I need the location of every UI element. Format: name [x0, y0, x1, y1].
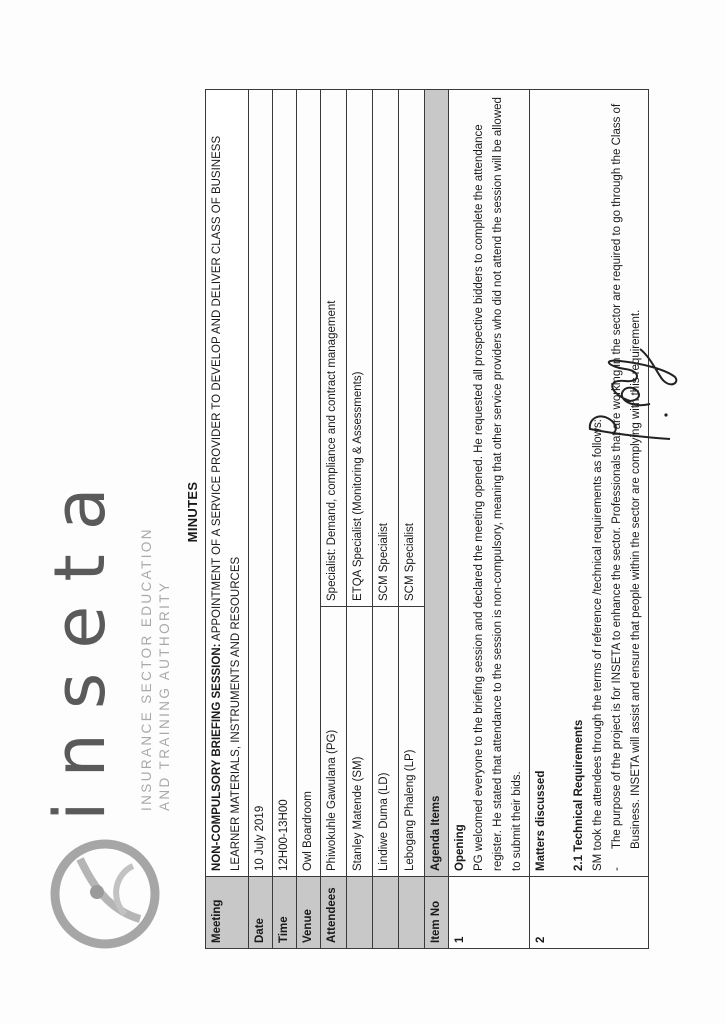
- item-number: 1: [449, 877, 530, 949]
- date-value: 10 July 2019: [249, 90, 273, 877]
- agenda-item-content: [530, 90, 649, 877]
- meeting-value: [206, 90, 249, 877]
- attendee-name: Phiwokuhle Gawulana (PG): [321, 607, 347, 877]
- item-intro: SM took the attendees through the terms of reference /technical requirements as follows:: [592, 419, 604, 871]
- agenda-item-row: [449, 90, 530, 949]
- agenda-header-row: [425, 90, 449, 949]
- logo-tagline-line2: AND TRAINING AUTHORITY: [157, 580, 172, 811]
- bullet-dash: -: [611, 867, 623, 871]
- attendee-row: [373, 90, 399, 949]
- item-no-header: Item No: [425, 877, 449, 949]
- time-label: Time: [273, 877, 297, 949]
- meeting-label: Meeting: [206, 877, 249, 949]
- item-heading: Opening: [454, 824, 466, 871]
- inseta-logo: [39, 434, 172, 954]
- minutes-table: [205, 89, 649, 949]
- attendees-label: Attendees: [321, 877, 347, 949]
- logo-tagline-line1: INSURANCE SECTOR EDUCATION: [139, 527, 154, 811]
- agenda-item-row: [530, 90, 649, 949]
- logo-wordmark: inseta: [39, 463, 121, 821]
- item-heading: Matters discussed: [535, 770, 547, 871]
- date-label: Date: [249, 877, 273, 949]
- attendee-role: Specialist: Demand, compliance and contract management: [321, 90, 347, 607]
- attendees-label-blank: [399, 877, 425, 949]
- venue-label: Venue: [297, 877, 321, 949]
- venue-row: [297, 90, 321, 949]
- meeting-value-bold: NON-COMPULSORY BRIEFING SESSION:: [211, 643, 223, 871]
- time-value: 12H00-13H00: [273, 90, 297, 877]
- meeting-value-rest: APPOINTMENT OF A SERVICE PROVIDER TO DEVELOP AND DELIVER CLASS OF BUSINESS LEARNER MATERIALS, INSTRUMENTS AND RESOURCES: [211, 135, 242, 871]
- document-title: MINUTES: [185, 481, 200, 543]
- attendee-row: [347, 90, 373, 949]
- handwritten-signature: [570, 339, 690, 459]
- item-text: PG welcomed everyone to the briefing session and declared the meeting opened. He requested all prospective bidders to complete the attendance register. He stated that attendance to the session is non-compulsory, meaning that other service providers who did not attend the session will be allowed to submit their bids.: [473, 97, 523, 871]
- attendee-role: SCM Specialist: [399, 90, 425, 607]
- item-number: 2: [530, 877, 649, 949]
- attendee-role: SCM Specialist: [373, 90, 399, 607]
- attendees-label-blank: [373, 877, 399, 949]
- attendee-row: [399, 90, 425, 949]
- agenda-items-header: Agenda Items: [425, 90, 449, 877]
- attendee-role: ETQA Specialist (Monitoring & Assessments): [347, 90, 373, 607]
- attendee-name: Stanley Matende (SM): [347, 607, 373, 877]
- venue-value: Owl Boardroom: [297, 90, 321, 877]
- attendees-label-blank: [347, 877, 373, 949]
- attendee-name: Lindiwe Duma (LD): [373, 607, 399, 877]
- date-row: [249, 90, 273, 949]
- attendee-row: [321, 90, 347, 949]
- attendee-name: Lebogang Phaleng (LP): [399, 607, 425, 877]
- inseta-emblem-icon: [45, 834, 165, 954]
- meeting-row: [206, 90, 249, 949]
- agenda-item-content: [449, 90, 530, 877]
- time-row: [273, 90, 297, 949]
- bullet-item: [608, 95, 646, 871]
- item-subheading: 2.1 Technical Requirements: [573, 719, 585, 871]
- bullet-text: The purpose of the project is for INSETA to enhance the sector. Professionals that are working in the sector are required to go through the Class of Business. INSETA will assist and ensure that people within the sector are complying with this requirement.: [611, 103, 642, 849]
